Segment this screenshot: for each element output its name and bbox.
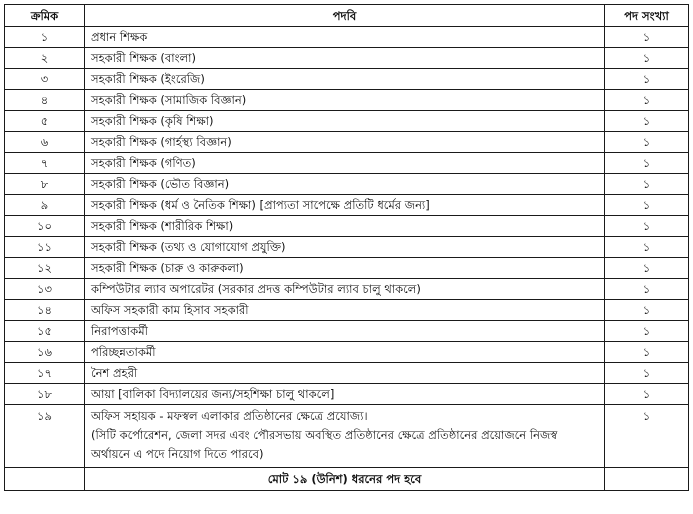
row-post: সহকারী শিক্ষক (ভৌত বিজ্ঞান) [85, 174, 605, 195]
row-post: সহকারী শিক্ষক (তথ্য ও যোগাযোগ প্রযুক্তি) [85, 237, 605, 258]
row-count: ১ [605, 321, 689, 342]
table-row [5, 300, 689, 321]
row-post: নৈশ প্রহরী [85, 363, 605, 384]
posts-document [4, 4, 688, 508]
row-post: সহকারী শিক্ষক (সামাজিক বিজ্ঞান) [85, 90, 605, 111]
row-count: ১ [605, 48, 689, 69]
header-count: পদ সংখ্যা [605, 5, 689, 27]
row-post: আয়া [বালিকা বিদ্যালয়ের জন্য/সহশিক্ষা চালু থাকলে] [85, 384, 605, 405]
row-post: অফিস সহায়ক - মফস্বল এলাকার প্রতিষ্ঠানের ক্ষেত্রে প্রযোজ্য। [91, 409, 368, 423]
row-serial: ১৮ [5, 384, 85, 405]
row-count: ১ [605, 195, 689, 216]
row-count: ১ [605, 132, 689, 153]
row-serial: ৬ [5, 132, 85, 153]
row-post: কম্পিউটার ল্যাব অপারেটর (সরকার প্রদত্ত কম্পিউটার ল্যাব চালু থাকলে) [85, 279, 605, 300]
row-serial: ৫ [5, 111, 85, 132]
table-row [5, 384, 689, 405]
table-row [5, 342, 689, 363]
header-serial: ক্রমিক [5, 5, 85, 27]
row-count: ১ [605, 342, 689, 363]
row-serial: ১১ [5, 237, 85, 258]
total-count-cell [605, 468, 689, 491]
row-serial: ১৭ [5, 363, 85, 384]
row-count: ১ [605, 153, 689, 174]
row-serial: ১৪ [5, 300, 85, 321]
table-row [5, 237, 689, 258]
row-post: সহকারী শিক্ষক (গার্হস্থ্য বিজ্ঞান) [85, 132, 605, 153]
table-row [5, 48, 689, 69]
table-row [5, 27, 689, 48]
row-count: ১ [605, 111, 689, 132]
table-row [5, 153, 689, 174]
row-serial: ৪ [5, 90, 85, 111]
table-row [5, 69, 689, 90]
row-post: সহকারী শিক্ষক (ধর্ম ও নৈতিক শিক্ষা) [প্রাপ্যতা সাপেক্ষে প্রতিটি ধর্মের জন্য] [85, 195, 605, 216]
row-count: ১ [605, 300, 689, 321]
row-post: সহকারী শিক্ষক (ইংরেজি) [85, 69, 605, 90]
row-serial: ২ [5, 48, 85, 69]
row-post: অফিস সহকারী কাম হিসাব সহকারী [85, 300, 605, 321]
table-row [5, 132, 689, 153]
row-serial: ৯ [5, 195, 85, 216]
row-count: ১ [605, 279, 689, 300]
row-count: ১ [605, 90, 689, 111]
table-row [5, 216, 689, 237]
row-count: ১ [605, 384, 689, 405]
row-post: সহকারী শিক্ষক (বাংলা) [85, 48, 605, 69]
row-count: ১ [605, 363, 689, 384]
table-row [5, 174, 689, 195]
total-serial-cell [5, 468, 85, 491]
row-post: পরিচ্ছন্নতাকর্মী [85, 342, 605, 363]
row-post: নিরাপত্তাকর্মী [85, 321, 605, 342]
table-row [5, 111, 689, 132]
row-serial: ১৫ [5, 321, 85, 342]
row-serial: ১৬ [5, 342, 85, 363]
row-serial: ৩ [5, 69, 85, 90]
row-serial: ১০ [5, 216, 85, 237]
row-serial: ১৩ [5, 279, 85, 300]
posts-table [4, 4, 689, 491]
row-serial: ৭ [5, 153, 85, 174]
table-row [5, 195, 689, 216]
table-row-office-assistant [5, 405, 689, 468]
row-serial: ১৯ [5, 405, 85, 468]
row-count: ১ [605, 69, 689, 90]
row-serial: ১২ [5, 258, 85, 279]
table-row [5, 363, 689, 384]
table-row [5, 258, 689, 279]
table-header-row [5, 5, 689, 27]
table-row [5, 90, 689, 111]
row-count: ১ [605, 237, 689, 258]
row-count: ১ [605, 258, 689, 279]
row-serial: ৮ [5, 174, 85, 195]
row-post: প্রধান শিক্ষক [85, 27, 605, 48]
row-note: (সিটি কর্পোরেশন, জেলা সদর এবং পৌরসভায় অবস্থিত প্রতিষ্ঠানের ক্ষেত্রে প্রতিষ্ঠানের প্রয়োজনে নিজস্ব অর্থায়নে এ পদে নিয়োগ দিতে পারবে) [91, 428, 558, 461]
total-row [5, 468, 689, 491]
row-post-with-note [85, 405, 605, 468]
row-count: ১ [605, 405, 689, 468]
row-post: সহকারী শিক্ষক (চারু ও কারুকলা) [85, 258, 605, 279]
table-row [5, 279, 689, 300]
row-count: ১ [605, 27, 689, 48]
table-row [5, 321, 689, 342]
header-post: পদবি [85, 5, 605, 27]
row-serial: ১ [5, 27, 85, 48]
row-count: ১ [605, 174, 689, 195]
row-post: সহকারী শিক্ষক (কৃষি শিক্ষা) [85, 111, 605, 132]
row-post: সহকারী শিক্ষক (গণিত) [85, 153, 605, 174]
row-count: ১ [605, 216, 689, 237]
total-text: মোট ১৯ (উনিশ) ধরনের পদ হবে [85, 468, 605, 491]
row-post: সহকারী শিক্ষক (শারীরিক শিক্ষা) [85, 216, 605, 237]
